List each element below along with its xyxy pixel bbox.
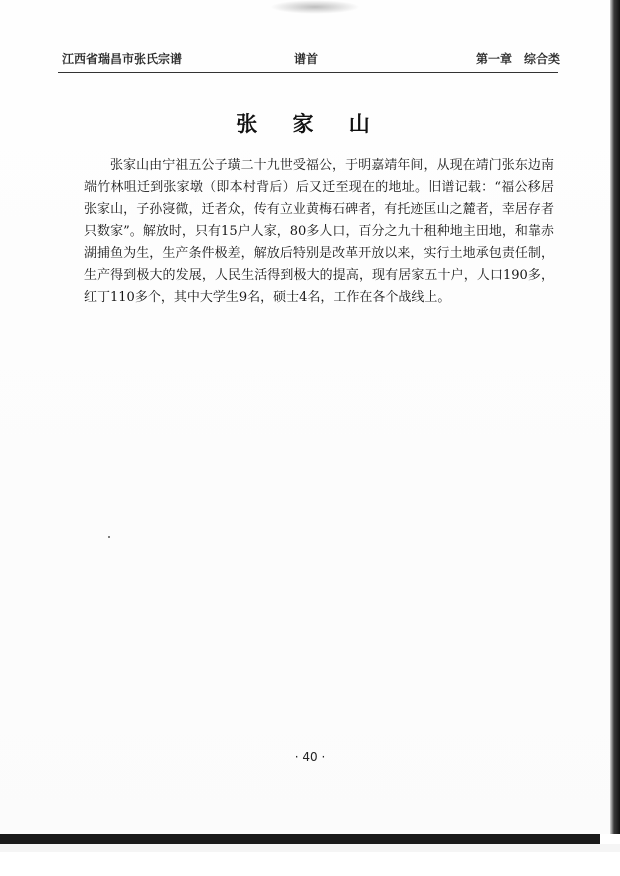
scan-bottom-edge — [0, 834, 620, 876]
scan-smudge — [270, 0, 360, 14]
header-rule — [58, 72, 558, 73]
page-title: 张 家 山 — [236, 112, 384, 136]
scan-speck — [108, 536, 110, 538]
running-header — [62, 50, 560, 72]
body-paragraph: 张家山由宁祖五公子璜二十九世受福公，于明嘉靖年间，从现在靖门张东边南端竹林咀迁到张家墩（即本村背后）后又迁至现在的地址。旧谱记载：“福公移居张家山，子孙寖微，迁者众，传有立业黄梅石碑者，有托迹匡山之麓者，幸居存者只数家”。解放时，只有15户人家，80多人口，百分之九十租种地主田地，和靠赤湖捕鱼为生，生产条件极差，解放后特别是改革开放以来，实行土地承包责任制，生产得到极大的发展，人民生活得到极大的提高，现有居家五十户，人口190多，红丁110多个，其中大学生9名，硕士4名，工作在各个战线上。 — [84, 158, 554, 305]
page-number: · 40 · — [294, 750, 326, 764]
header-book-title: 江西省瑞昌市张氏宗谱 — [62, 52, 183, 66]
header-chapter: 第一章 综合类 — [475, 52, 560, 66]
header-section: 谱首 — [294, 52, 319, 66]
